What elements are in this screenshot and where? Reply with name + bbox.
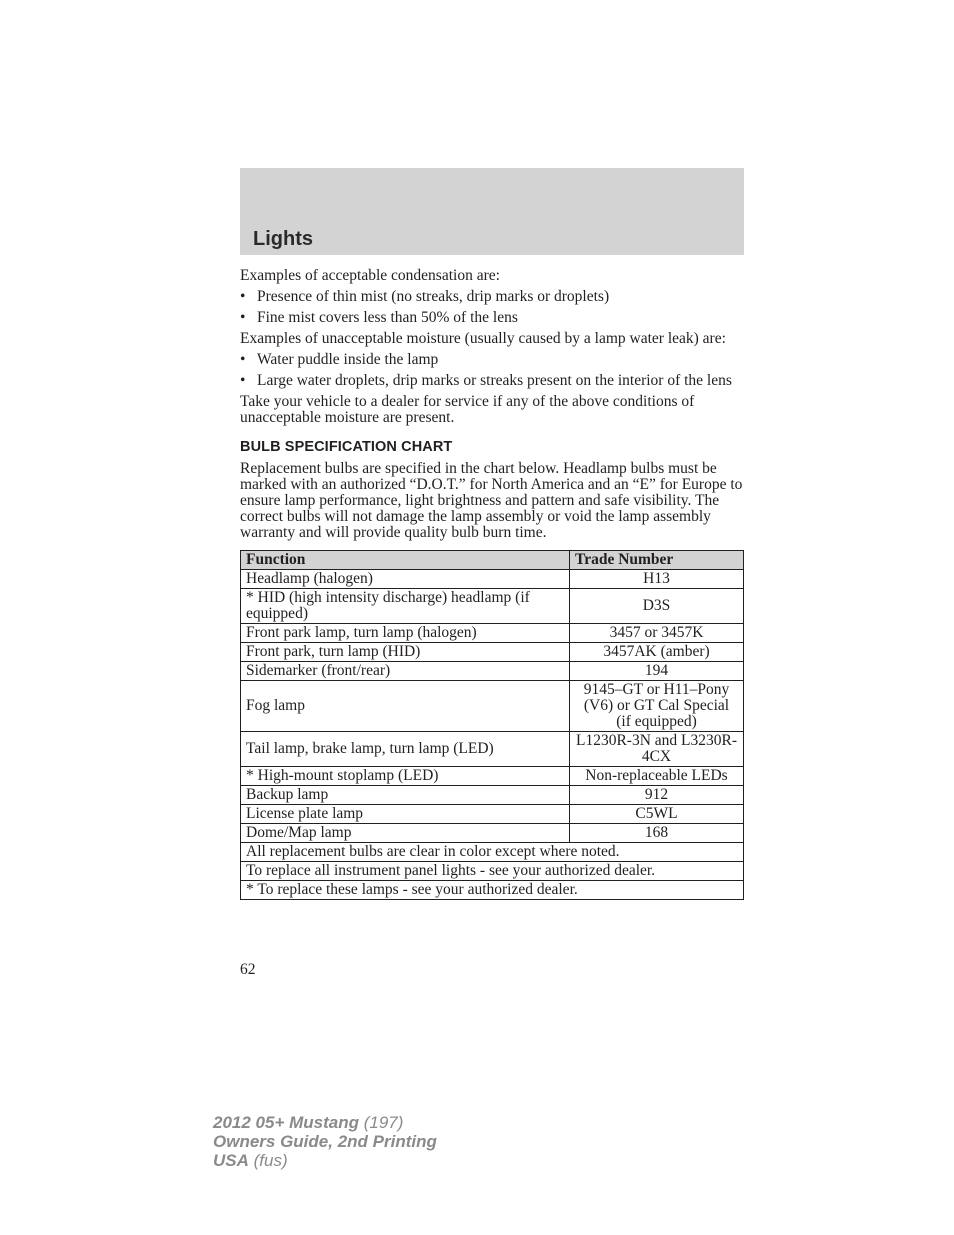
table-row — [241, 786, 744, 805]
table-note-row — [241, 843, 744, 862]
page-content — [240, 268, 744, 900]
footer-model-code: (197) — [363, 1113, 404, 1132]
function-cell: Headlamp (halogen) — [241, 570, 570, 589]
function-cell: License plate lamp — [241, 805, 570, 824]
bulb-chart-heading: BULB SPECIFICATION CHART — [240, 439, 453, 455]
acceptable-list — [240, 289, 744, 326]
table-note: * To replace these lamps - see your authorized dealer. — [241, 881, 744, 900]
trade-number-cell: C5WL — [570, 805, 744, 824]
list-item — [240, 352, 744, 368]
list-item — [240, 289, 744, 305]
function-cell: Front park, turn lamp (HID) — [241, 643, 570, 662]
function-cell: Backup lamp — [241, 786, 570, 805]
list-item — [240, 373, 744, 389]
trade-number-cell: 9145–GT or H11–Pony (V6) or GT Cal Special (if equipped) — [570, 681, 744, 732]
footer-market-code: (fus) — [253, 1151, 288, 1170]
function-cell: * High-mount stoplamp (LED) — [241, 767, 570, 786]
footer-line-market — [213, 1151, 437, 1170]
function-cell: Tail lamp, brake lamp, turn lamp (LED) — [241, 732, 570, 767]
trade-number-cell: 3457AK (amber) — [570, 643, 744, 662]
function-cell: * HID (high intensity discharge) headlamp (if equipped) — [241, 589, 570, 624]
trade-number-cell: Non-replaceable LEDs — [570, 767, 744, 786]
trade-number-cell: 912 — [570, 786, 744, 805]
page-number: 62 — [240, 961, 256, 978]
bullet-icon: • — [240, 309, 246, 326]
trade-number-cell: 194 — [570, 662, 744, 681]
list-item — [240, 310, 744, 326]
column-header-function: Function — [241, 551, 570, 570]
table-row — [241, 767, 744, 786]
footer-model: 2012 05+ Mustang — [213, 1113, 359, 1132]
table-note-row — [241, 862, 744, 881]
table-row — [241, 589, 744, 624]
trade-number-cell: H13 — [570, 570, 744, 589]
trade-number-cell: 3457 or 3457K — [570, 624, 744, 643]
footer-line-model — [213, 1113, 437, 1132]
section-title: Lights — [253, 228, 313, 250]
table-row — [241, 732, 744, 767]
table-note: All replacement bulbs are clear in color except where noted. — [241, 843, 744, 862]
trade-number-cell: L1230R-3N and L3230R-4CX — [570, 732, 744, 767]
table-row — [241, 624, 744, 643]
table-row — [241, 805, 744, 824]
unacceptable-list — [240, 352, 744, 389]
function-cell: Dome/Map lamp — [241, 824, 570, 843]
list-item-text: Water puddle inside the lamp — [257, 351, 439, 368]
unacceptable-heading: Examples of unacceptable moisture (usually caused by a lamp water leak) are: — [240, 330, 726, 347]
section-header-band — [240, 168, 744, 255]
bulb-spec-table — [240, 550, 744, 900]
trade-number-cell: 168 — [570, 824, 744, 843]
table-row — [241, 570, 744, 589]
trade-number-cell: D3S — [570, 589, 744, 624]
table-row — [241, 643, 744, 662]
table-note-row — [241, 881, 744, 900]
bullet-icon: • — [240, 288, 246, 305]
document-footer — [213, 1113, 437, 1170]
table-row — [241, 824, 744, 843]
column-header-trade-number: Trade Number — [570, 551, 744, 570]
footer-printing: Owners Guide, 2nd Printing — [213, 1132, 437, 1151]
list-item-text: Presence of thin mist (no streaks, drip marks or droplets) — [257, 288, 610, 305]
list-item-text: Fine mist covers less than 50% of the lens — [257, 309, 518, 326]
bullet-icon: • — [240, 372, 246, 389]
table-row — [241, 662, 744, 681]
function-cell: Sidemarker (front/rear) — [241, 662, 570, 681]
bullet-icon: • — [240, 351, 246, 368]
acceptable-heading: Examples of acceptable condensation are: — [240, 267, 500, 284]
table-note: To replace all instrument panel lights - see your authorized dealer. — [241, 862, 744, 881]
service-note: Take your vehicle to a dealer for service if any of the above conditions of unacceptable moisture are present. — [240, 393, 695, 426]
table-row — [241, 681, 744, 732]
footer-market: USA — [213, 1151, 249, 1170]
footer-line-printing — [213, 1132, 437, 1151]
list-item-text: Large water droplets, drip marks or streaks present on the interior of the lens — [257, 372, 732, 389]
bulb-chart-description: Replacement bulbs are specified in the chart below. Headlamp bulbs must be marked with an authorized “D.O.T.” for North America and an “E” for Europe to ensure lamp performance, light brightness and pattern and safe visibility. The correct bulbs will not damage the lamp assembly or void the lamp assembly warranty and will provide quality bulb burn time. — [240, 460, 743, 541]
function-cell: Front park lamp, turn lamp (halogen) — [241, 624, 570, 643]
table-header-row — [241, 551, 744, 570]
function-cell: Fog lamp — [241, 681, 570, 732]
